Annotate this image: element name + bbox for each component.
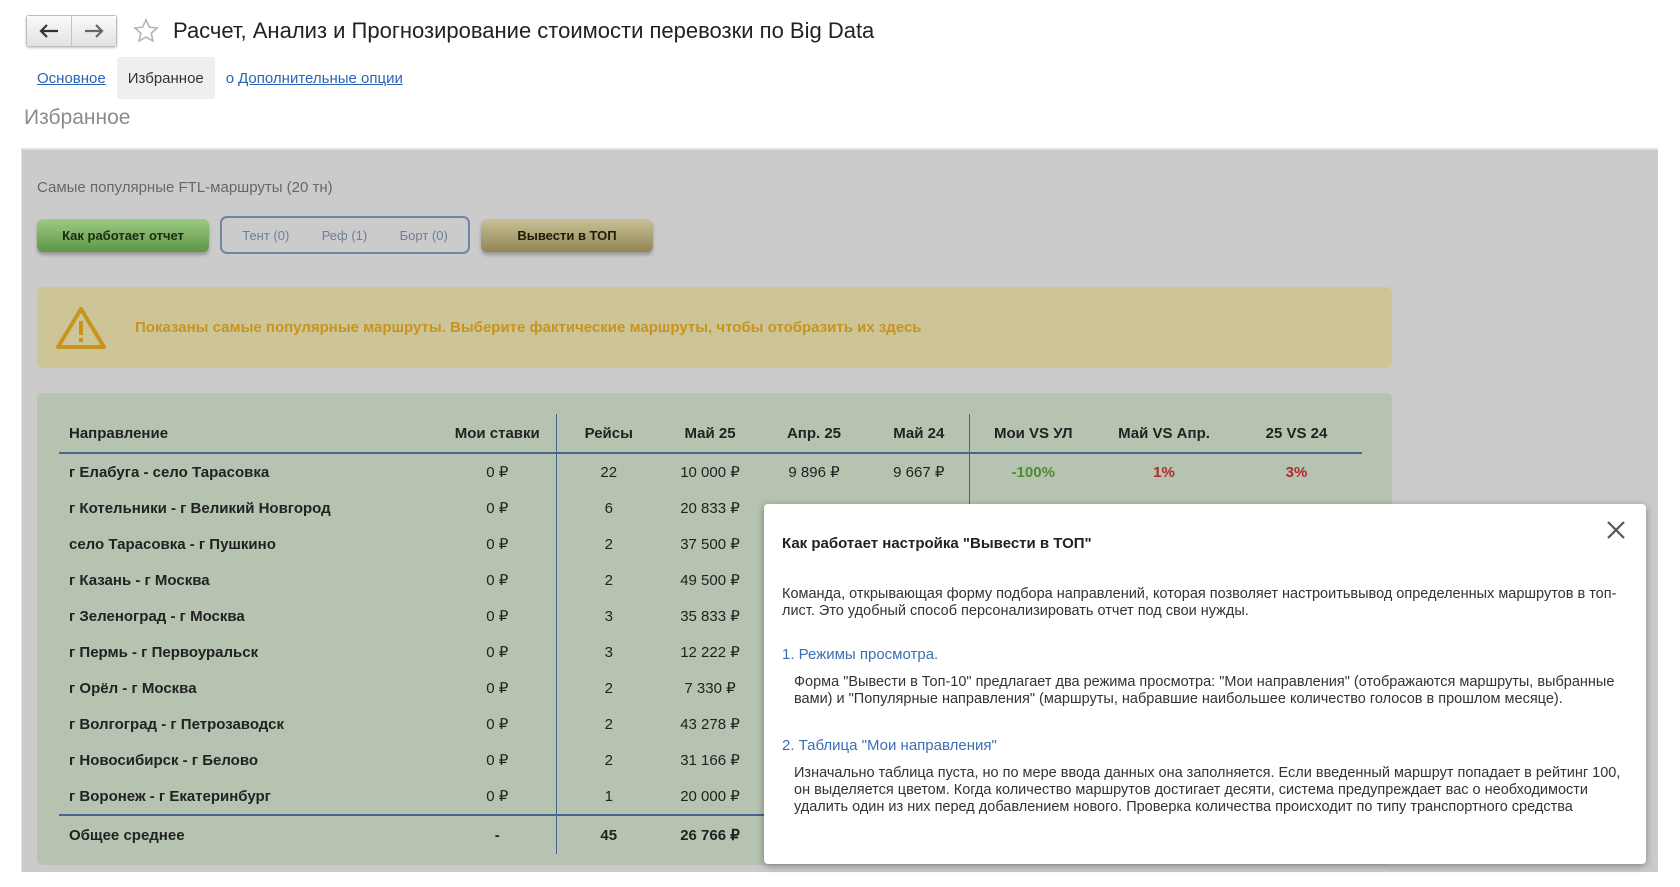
page-title: Расчет, Анализ и Прогнозирование стоимости перевозки по Big Data: [173, 18, 875, 43]
vehicle-type-segment: [220, 216, 470, 254]
cell-my-rate: 0 ₽: [486, 500, 509, 517]
cell-trips: 2: [556, 670, 661, 706]
show-in-top-button[interactable]: Вывести в ТОП: [481, 219, 653, 252]
cell-my-rate: 0 ₽: [486, 644, 509, 661]
cell-my-rate: 0 ₽: [486, 536, 509, 553]
cell-my-rate: 0 ₽: [486, 572, 509, 589]
tab-extra-label: Дополнительные опции: [238, 69, 403, 87]
nav-buttons: [26, 15, 117, 47]
cell-my-rate: 0 ₽: [486, 752, 509, 769]
col-header-may25[interactable]: Май 25: [661, 414, 759, 453]
cell-trips: 22: [556, 453, 661, 490]
cell-apr25: 9 896 ₽: [788, 464, 840, 481]
cell-my-rate: 0 ₽: [486, 788, 509, 805]
col-header-may-vs-apr[interactable]: Май VS Апр.: [1097, 414, 1231, 453]
arrow-right-icon: [84, 24, 104, 38]
toolbar: [26, 14, 874, 48]
total-cell-my-rate: -: [439, 815, 556, 854]
cell-direction: г Волгоград - г Петрозаводск: [69, 715, 284, 733]
close-icon[interactable]: [1602, 516, 1630, 544]
back-button[interactable]: [27, 16, 71, 46]
cell-direction: г Котельники - г Великий Новгород: [69, 499, 331, 517]
modal-text-my-directions: Изначально таблица пуста, но по мере ввода данных она заполняется. Если введенный маршрут попадает в рейтинг 100, он выделяется цветом. Когда количество маршрутов достигает десяти, система предупреждает вас о необходимости удалить один из них перед добавлением нового. Проверка количества происходит по типу транспортного средства: [794, 765, 1621, 815]
tab-extra-options[interactable]: [215, 57, 414, 99]
warning-alert: [37, 287, 1392, 368]
cell-trips: 1: [556, 778, 661, 815]
cell-direction: г Казань - г Москва: [69, 571, 210, 589]
total-cell-trips: 45: [556, 815, 661, 854]
segment-ref[interactable]: Реф (1): [321, 227, 368, 243]
modal-text-view-modes: Форма "Вывести в Топ-10" предлагает два режима просмотра: "Мои направления" (отображаются маршруты, выбранные вами) и "Популярные направления" (маршруты, набравшие наибольшее количество голосов в прошлом месяце).: [794, 674, 1615, 707]
tab-favorites[interactable]: [117, 57, 215, 99]
col-header-apr25[interactable]: Апр. 25: [759, 414, 869, 453]
cell-may24: 9 667 ₽: [893, 464, 945, 481]
alert-text: Показаны самые популярные маршруты. Выберите фактические маршруты, чтобы отобразить их здесь: [135, 319, 922, 336]
tab-main-label: Основное: [37, 69, 106, 87]
cell-may-vs-apr: 1%: [1153, 463, 1175, 481]
how-report-works-button[interactable]: Как работает отчет: [37, 219, 209, 252]
col-header-trips[interactable]: Рейсы: [556, 414, 661, 453]
col-header-my-vs-ul[interactable]: Мои VS УЛ: [969, 414, 1097, 453]
cell-may25: 49 500 ₽: [680, 572, 740, 589]
tab-main[interactable]: [26, 57, 117, 99]
modal-intro: Команда, открывающая форму подбора направлений, которая позволяет настроитьвывод определенных маршрутов в топ-лист. Это удобный способ персонализировать отчет под свои нужды.: [782, 586, 1617, 619]
cell-direction: г Пермь - г Первоуральск: [69, 643, 259, 661]
cell-trips: 6: [556, 490, 661, 526]
col-header-my-rates[interactable]: Мои ставки: [439, 414, 556, 453]
cell-may25: 37 500 ₽: [680, 536, 740, 553]
cell-25-vs-24: 3%: [1285, 463, 1308, 481]
col-header-25-vs-24[interactable]: 25 VS 24: [1231, 414, 1362, 453]
cell-trips: 2: [556, 706, 661, 742]
forward-button[interactable]: [71, 16, 116, 46]
cell-trips: 3: [556, 634, 661, 670]
cell-direction: г Орёл - г Москва: [69, 679, 197, 697]
col-header-direction[interactable]: Направление: [59, 414, 439, 453]
cell-direction: село Тарасовка - г Пушкино: [69, 535, 276, 553]
total-cell-direction: Общее среднее: [59, 815, 439, 854]
cell-may25: 20 833 ₽: [680, 500, 740, 517]
cell-trips: 2: [556, 742, 661, 778]
cell-may25: 7 330 ₽: [684, 680, 736, 697]
cell-direction: г Новосибирск - г Белово: [69, 751, 259, 769]
cell-may25: 20 000 ₽: [680, 788, 740, 805]
segment-tent[interactable]: Тент (0): [242, 227, 290, 243]
cell-my-vs-ul: -100%: [969, 453, 1097, 490]
cell-my-rate: 0 ₽: [486, 680, 509, 697]
modal-heading-view-modes: 1. Режимы просмотра.: [782, 646, 939, 663]
cell-may25: 35 833 ₽: [680, 608, 740, 625]
cell-direction: г Зеленоград - г Москва: [69, 607, 245, 625]
segment-bort[interactable]: Борт (0): [399, 227, 448, 243]
cell-trips: 3: [556, 598, 661, 634]
arrow-left-icon: [39, 24, 59, 38]
cell-may25: 12 222 ₽: [680, 644, 740, 661]
favorite-button[interactable]: [131, 16, 161, 46]
cell-trips: 2: [556, 526, 661, 562]
modal-title: Как работает настройка "Вывести в ТОП": [782, 535, 1092, 552]
info-modal: [764, 504, 1646, 864]
cell-my-rate: 0 ₽: [486, 716, 509, 733]
cell-may25: 10 000 ₽: [680, 464, 740, 481]
cell-my-rate: 0 ₽: [486, 464, 509, 481]
tab-bar: [26, 57, 414, 99]
section-title: Избранное: [24, 106, 131, 129]
table-header-row: [59, 414, 1362, 453]
table-row[interactable]: [59, 453, 1362, 490]
warning-icon: [54, 305, 108, 351]
cell-trips: 2: [556, 562, 661, 598]
modal-heading-my-directions: 2. Таблица "Мои направления": [782, 737, 997, 754]
cell-direction: г Воронеж - г Екатеринбург: [69, 787, 271, 805]
cell-may25: 43 278 ₽: [680, 716, 740, 733]
popular-routes-title: Самые популярные FTL-маршруты (20 тн): [37, 179, 333, 196]
tab-favorites-label: Избранное: [127, 69, 204, 87]
cell-my-rate: 0 ₽: [486, 608, 509, 625]
star-icon: [132, 17, 160, 45]
cell-may25: 31 166 ₽: [680, 752, 740, 769]
col-header-may24[interactable]: Май 24: [869, 414, 969, 453]
cell-direction: г Елабуга - село Тарасовка: [69, 463, 270, 481]
tab-extra-prefix: o: [225, 69, 235, 87]
total-cell-may25: 26 766 ₽: [661, 815, 759, 854]
